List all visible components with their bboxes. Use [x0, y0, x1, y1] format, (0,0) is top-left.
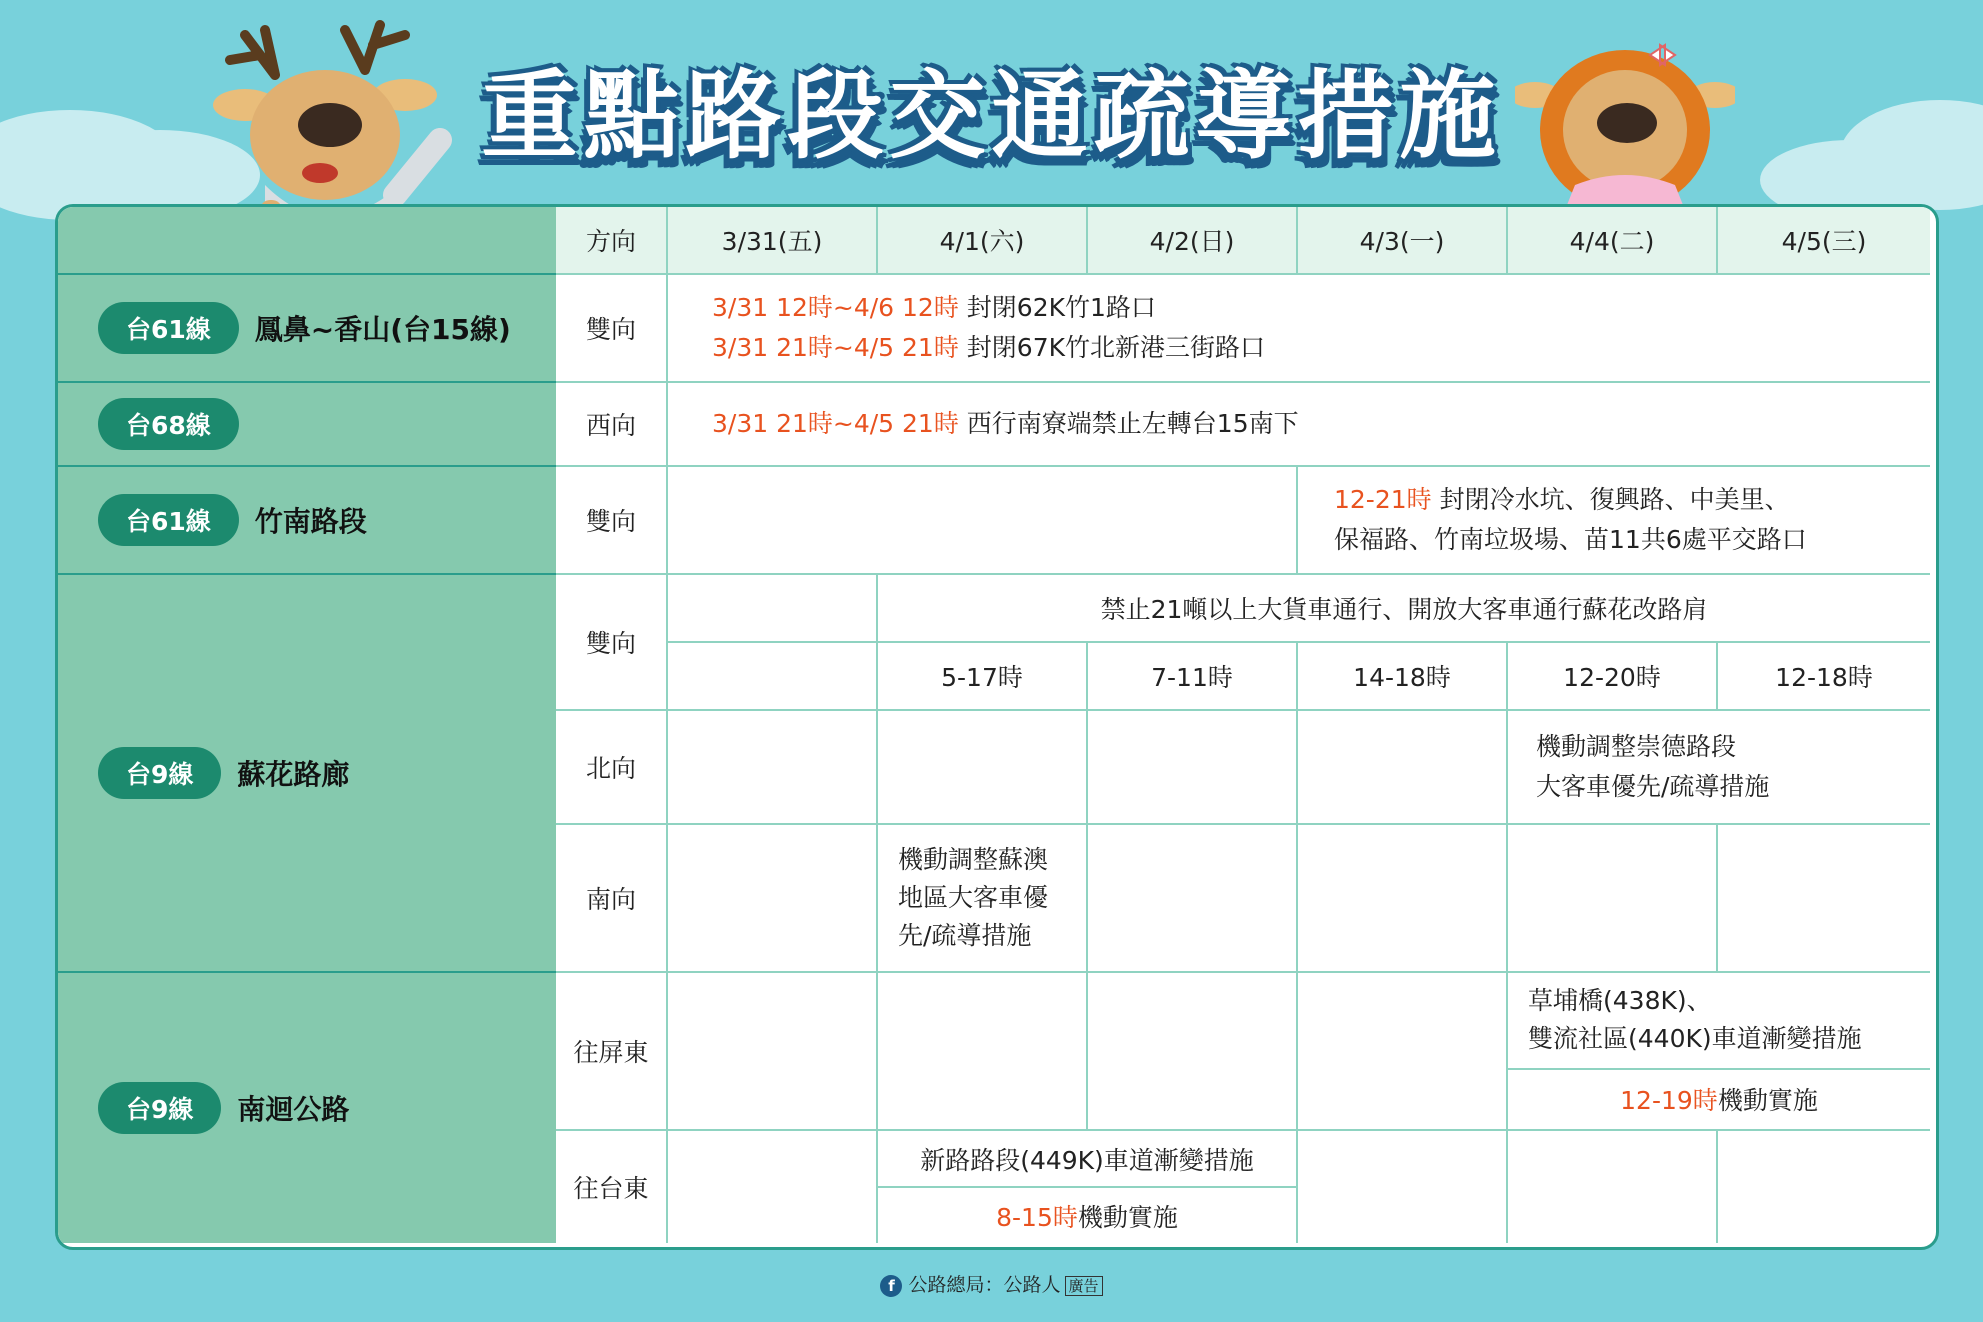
measure-line: [1334, 480, 1790, 520]
direction-cell: 雙向: [556, 275, 668, 383]
time-range: 12-19時: [1620, 1086, 1718, 1116]
route-badge: 台9線: [98, 1082, 221, 1134]
direction-cell: 雙向: [556, 575, 668, 711]
empty-cell: [668, 825, 878, 973]
empty-cell: [878, 973, 1088, 1131]
time-range: 3/31 12時~4/6 12時: [712, 293, 959, 322]
facebook-icon: f: [880, 1275, 902, 1297]
measure-text: 保福路、竹南垃圾場、苗11共6處平交路口: [1334, 525, 1807, 554]
header-route-blank: [58, 207, 556, 275]
route-cell: [58, 467, 556, 575]
empty-cell: [878, 711, 1088, 825]
measure-text: 機動調整蘇澳: [898, 845, 1049, 874]
measure-text: 雙流社區(440K)車道漸變措施: [1528, 1024, 1862, 1054]
measure-text: 先/疏導措施: [898, 921, 1032, 950]
direction-cell: 北向: [556, 711, 668, 825]
empty-cell: [668, 467, 1298, 575]
header-direction: 方向: [556, 207, 668, 275]
route-cell: [58, 383, 556, 467]
traffic-measures-table: [55, 204, 1939, 1250]
header-date: 4/5(三): [1718, 207, 1930, 275]
time-range: 3/31 21時~4/5 21時: [712, 333, 959, 362]
footer: [0, 1270, 1983, 1297]
measure-text: 機動實施: [1077, 1202, 1178, 1232]
direction-cell: 南向: [556, 825, 668, 973]
measure-cell: [1508, 973, 1930, 1131]
empty-cell: [1298, 1131, 1508, 1243]
measure-line: [712, 288, 1156, 328]
empty-cell: [668, 643, 878, 711]
measure-line: [1508, 1070, 1930, 1129]
hours-cell: 12-20時: [1508, 643, 1718, 711]
route-name: 蘇花路廊: [237, 758, 350, 791]
measure-cell: [878, 825, 1088, 973]
measure-line: [712, 328, 1265, 368]
empty-cell: [1298, 711, 1508, 825]
empty-cell: [668, 575, 878, 643]
route-cell: [58, 973, 556, 1243]
header-date: 4/1(六): [878, 207, 1088, 275]
empty-cell: [1508, 1131, 1718, 1243]
empty-cell: [668, 1131, 878, 1243]
header-date: 4/3(一): [1298, 207, 1508, 275]
measure-text-block: [1508, 973, 1930, 1070]
empty-cell: [668, 711, 878, 825]
measure-cell: [1508, 711, 1930, 825]
header-date: 3/31(五): [668, 207, 878, 275]
page-title: 重點路段交通疏導措施: [481, 60, 1502, 172]
empty-cell: [1718, 1131, 1930, 1243]
route-badge: 台68線: [98, 398, 239, 450]
direction-cell: 往屏東: [556, 973, 668, 1131]
measure-cell: [1298, 467, 1930, 575]
route-badge: 台61線: [98, 494, 239, 546]
ad-label: 廣告: [1065, 1276, 1103, 1296]
measure-cell: [668, 383, 1930, 467]
route-name: 鳳鼻~香山(台15線): [254, 313, 511, 346]
measure-text: 草埔橋(438K)、: [1528, 986, 1712, 1016]
route-name: 竹南路段: [254, 505, 367, 538]
measure-cell: [878, 1131, 1298, 1243]
hours-cell: 7-11時: [1088, 643, 1298, 711]
direction-cell: 西向: [556, 383, 668, 467]
measure-text: 機動實施: [1717, 1086, 1818, 1116]
measure-text: 大客車優先/疏導措施: [1536, 772, 1770, 801]
direction-cell: 雙向: [556, 467, 668, 575]
measure-text: 機動調整崇德路段: [1536, 732, 1737, 761]
empty-cell: [668, 973, 878, 1131]
measure-text: 新路路段(449K)車道漸變措施: [878, 1131, 1296, 1188]
empty-cell: [1088, 825, 1298, 973]
measure-text: 封閉62K竹1路口: [958, 293, 1156, 322]
route-cell: [58, 275, 556, 383]
route-badge: 台9線: [98, 747, 221, 799]
measure-cell: [668, 275, 1930, 383]
empty-cell: [1298, 973, 1508, 1131]
direction-cell: 往台東: [556, 1131, 668, 1243]
empty-cell: [1508, 825, 1718, 973]
time-range: 12-21時: [1334, 485, 1432, 514]
empty-cell: [1088, 711, 1298, 825]
measure-text: 地區大客車優: [898, 883, 1049, 912]
measure-text: 封閉67K竹北新港三街路口: [958, 333, 1265, 362]
time-range: 3/31 21時~4/5 21時: [712, 409, 959, 438]
header-date: 4/2(日): [1088, 207, 1298, 275]
measure-text: 封閉冷水坑、復興路、中美里、: [1431, 485, 1790, 514]
empty-cell: [1088, 973, 1298, 1131]
measure-line: [878, 1188, 1296, 1243]
route-cell: [58, 575, 556, 973]
route-name: 南迴公路: [237, 1093, 350, 1126]
hours-cell: 12-18時: [1718, 643, 1930, 711]
measure-text: 西行南寮端禁止左轉台15南下: [958, 409, 1299, 438]
hours-cell: 5-17時: [878, 643, 1088, 711]
footer-text: 公路總局：公路人: [908, 1274, 1061, 1296]
time-range: 8-15時: [996, 1202, 1078, 1232]
measure-line: [712, 404, 1299, 444]
banner-cell: 禁止21噸以上大貨車通行、開放大客車通行蘇花改路肩: [878, 575, 1930, 643]
empty-cell: [1718, 825, 1930, 973]
hours-cell: 14-18時: [1298, 643, 1508, 711]
route-badge: 台61線: [98, 302, 239, 354]
header-date: 4/4(二): [1508, 207, 1718, 275]
empty-cell: [1298, 825, 1508, 973]
